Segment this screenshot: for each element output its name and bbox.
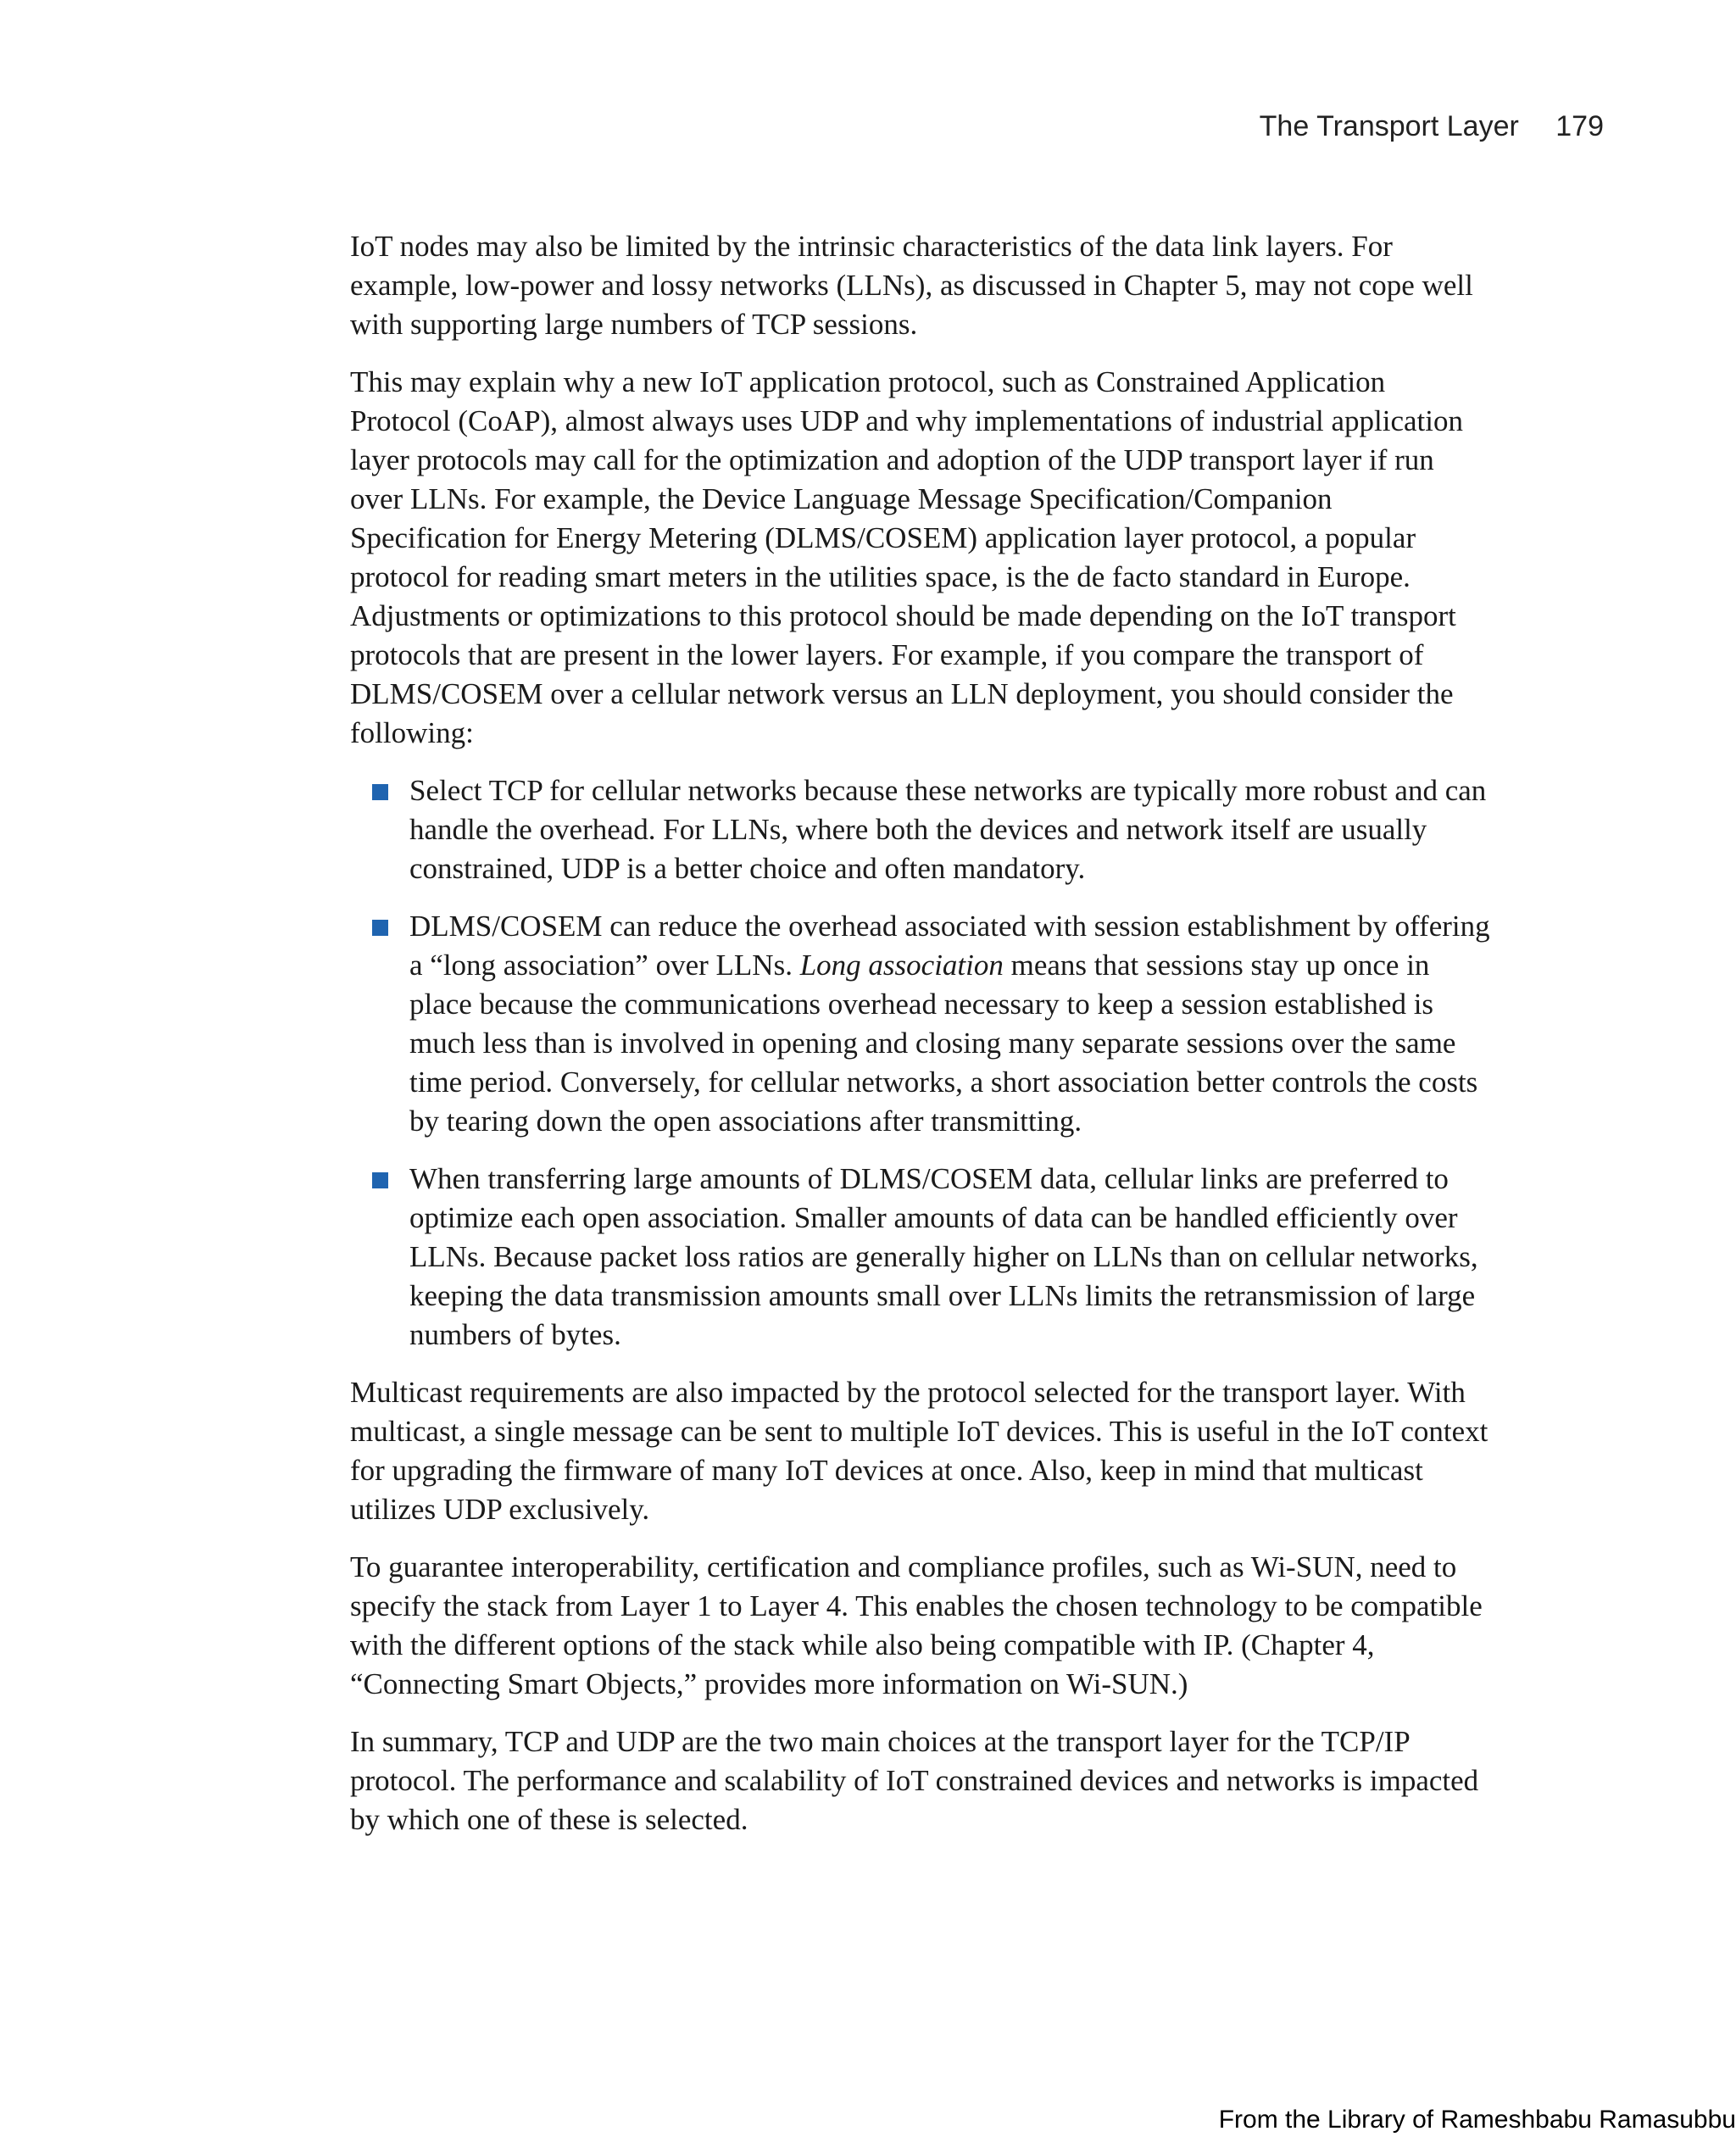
page-number: 179 <box>1555 110 1604 142</box>
list-item-text: When transferring large amounts of DLMS/COSEM data, cellular links are preferred to optimize each open association. Smaller amounts of data can be handled efficiently over LLNs. Because packet loss ratios are generally higher on LLNs than on cellular networks, keeping the data transmission amounts small over LLNs limits the retransmission of large numbers of bytes. <box>409 1162 1478 1351</box>
paragraph-iot-nodes: IoT nodes may also be limited by the intrinsic characteristics of the data link layers. For example, low-power and lossy networks (LLNs), as discussed in Chapter 5, may not cope well with supporting large numbers of TCP sessions. <box>350 230 1473 341</box>
body-text <box>350 227 1490 1858</box>
term-long-association: Long association <box>799 949 1004 982</box>
paragraph-coap-udp: This may explain why a new IoT application protocol, such as Constrained Application Protocol (CoAP), almost always uses UDP and why implementations of industrial application layer protocols may call for the optimization and adoption of the UDP transport layer if run over LLNs. For example, the Device Language Message Specification/Companion Specification for Energy Metering (DLMS/COSEM) application layer protocol, a popular protocol for reading smart meters in the utilities space, is the de facto standard in Europe. Adjustments or optimizations to this protocol should be made depending on the IoT transport protocols that are present in the lower layers. For example, if you compare the transport of DLMS/COSEM over a cellular network versus an LLN deployment, you should consider the following: <box>350 365 1463 749</box>
list-item-text-end: means that sessions stay up once in place because the communications overhead necessary to keep a session established is much less than is involved in opening and closing many separate sessions over the same time period. Conversely, for cellular networks, a short association better controls the costs by tearing down the open associations after transmitting. <box>409 949 1478 1138</box>
square-bullet-icon <box>372 784 388 800</box>
square-bullet-icon <box>372 920 388 936</box>
paragraph-multicast: Multicast requirements are also impacted by the protocol selected for the transport layer. With multicast, a single message can be sent to multiple IoT devices. This is useful in the IoT context for upgrading the firmware of many IoT devices at once. Also, keep in mind that multicast utilizes UDP exclusively. <box>350 1376 1488 1526</box>
list-item-select-tcp <box>350 771 1490 888</box>
list-item-text-start: DLMS/COSEM can reduce the overhead associated with session establishment by offering a “long association” over LLNs. <box>409 910 1490 982</box>
list-item-large-transfers <box>350 1160 1490 1355</box>
square-bullet-icon <box>372 1172 388 1188</box>
section-title: The Transport Layer <box>1259 110 1519 142</box>
list-item-text: Select TCP for cellular networks because these networks are typically more robust and can handle the overhead. For LLNs, where both the devices and network itself are usually constrained, UDP is a better choice and often mandatory. <box>409 774 1487 885</box>
running-head <box>1260 110 1604 143</box>
library-watermark: From the Library of Rameshbabu Ramasubbu <box>1218 2106 1736 2134</box>
paragraph-summary: In summary, TCP and UDP are the two main choices at the transport layer for the TCP/IP protocol. The performance and scalability of IoT constrained devices and networks is impacted by which one of these is selected. <box>350 1725 1479 1836</box>
considerations-list <box>350 771 1490 1355</box>
list-item-long-association <box>350 907 1490 1141</box>
paragraph-interoperability: To guarantee interoperability, certification and compliance profiles, such as Wi-SUN, need to specify the stack from Layer 1 to Layer 4. This enables the chosen technology to be compatible with the different options of the stack while also being compatible with IP. (Chapter 4, “Connecting Smart Objects,” provides more information on Wi-SUN.) <box>350 1550 1483 1700</box>
